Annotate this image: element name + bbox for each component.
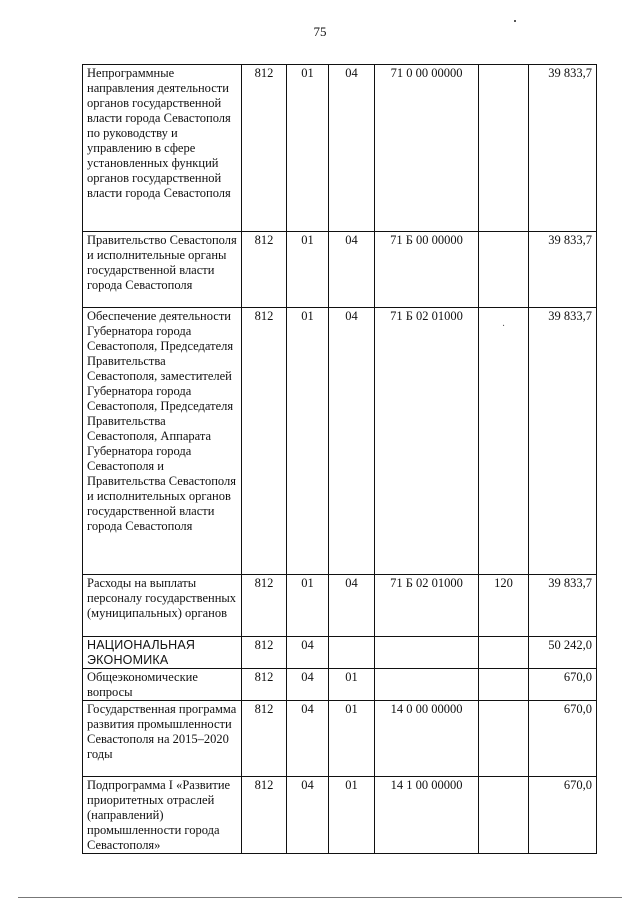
- subsection-code: 04: [329, 308, 375, 575]
- expense-type-cell: [479, 308, 529, 575]
- subsection-code: 01: [329, 669, 375, 701]
- table-row: [83, 701, 597, 777]
- budget-table: [82, 64, 597, 854]
- target-article: 14 1 00 00000: [375, 777, 479, 854]
- scan-dot: ·: [501, 321, 506, 332]
- scan-bottom-edge: [18, 897, 622, 898]
- subsection-code: 01: [329, 701, 375, 777]
- row-name: НАЦИОНАЛЬНАЯ ЭКОНОМИКА: [83, 637, 242, 669]
- section-code: 04: [287, 777, 329, 854]
- ministry-code: 812: [242, 65, 287, 232]
- section-code: 01: [287, 232, 329, 308]
- ministry-code: 812: [242, 701, 287, 777]
- row-name: Правительство Севастополя и исполнительные органы государственной власти города Севастополя: [83, 232, 242, 308]
- ministry-code: 812: [242, 637, 287, 669]
- table-row: [83, 232, 597, 308]
- ministry-code: 812: [242, 575, 287, 637]
- target-article: 71 0 00 00000: [375, 65, 479, 232]
- subsection-code: [329, 637, 375, 669]
- target-article: [375, 669, 479, 701]
- ministry-code: 812: [242, 777, 287, 854]
- target-article: 71 Б 02 01000: [375, 308, 479, 575]
- target-article: 71 Б 00 00000: [375, 232, 479, 308]
- table-row: [83, 575, 597, 637]
- section-code: 01: [287, 308, 329, 575]
- page-number: 75: [313, 24, 327, 39]
- subsection-code: 04: [329, 65, 375, 232]
- ministry-code: 812: [242, 669, 287, 701]
- section-code: 01: [287, 575, 329, 637]
- expense-type: [479, 669, 529, 701]
- sum-value: 670,0: [529, 701, 597, 777]
- row-name: Государственная программа развития промышленности Севастополя на 2015–2020 годы: [83, 701, 242, 777]
- ministry-code: 812: [242, 232, 287, 308]
- section-code: 04: [287, 701, 329, 777]
- sum-value: 50 242,0: [529, 637, 597, 669]
- row-name: Подпрограмма I «Развитие приоритетных отраслей (направлений) промышленности города Севастополя»: [83, 777, 242, 854]
- table-row: [83, 777, 597, 854]
- subsection-code: 01: [329, 777, 375, 854]
- sum-value: 39 833,7: [529, 575, 597, 637]
- section-code: 04: [287, 637, 329, 669]
- sum-value: 670,0: [529, 777, 597, 854]
- expense-type: [479, 65, 529, 232]
- row-name: Непрограммные направления деятельности органов государственной власти города Севастополя по руководству и управлению в сфере установленных функций органов государственной власти города Севастополя: [83, 65, 242, 232]
- target-article: 71 Б 02 01000: [375, 575, 479, 637]
- expense-type: [479, 637, 529, 669]
- table-row: [83, 669, 597, 701]
- sum-value: 39 833,7: [529, 232, 597, 308]
- sum-value: 39 833,7: [529, 65, 597, 232]
- ministry-code: 812: [242, 308, 287, 575]
- subsection-code: 04: [329, 575, 375, 637]
- section-code: 04: [287, 669, 329, 701]
- row-name: Расходы на выплаты персоналу государственных (муниципальных) органов: [83, 575, 242, 637]
- target-article: [375, 637, 479, 669]
- expense-type: [479, 232, 529, 308]
- table-row: [83, 65, 597, 232]
- scan-speck: [514, 20, 516, 22]
- table-row: [83, 308, 597, 575]
- table-row: [83, 637, 597, 669]
- expense-type: [479, 701, 529, 777]
- row-name: Общеэкономические вопросы: [83, 669, 242, 701]
- expense-type: [479, 777, 529, 854]
- sum-value: 670,0: [529, 669, 597, 701]
- row-name: Обеспечение деятельности Губернатора города Севастополя, Председателя Правительства Севастополя, заместителей Губернатора города Севастополя, Председателя Правительства Севастополя, Аппарата Губернатора города Севастополя и Правительства Севастополя и исполнительных органов государственной власти города Севастополя: [83, 308, 242, 575]
- target-article: 14 0 00 00000: [375, 701, 479, 777]
- sum-value: 39 833,7: [529, 308, 597, 575]
- section-code: 01: [287, 65, 329, 232]
- subsection-code: 04: [329, 232, 375, 308]
- expense-type: 120: [479, 575, 529, 637]
